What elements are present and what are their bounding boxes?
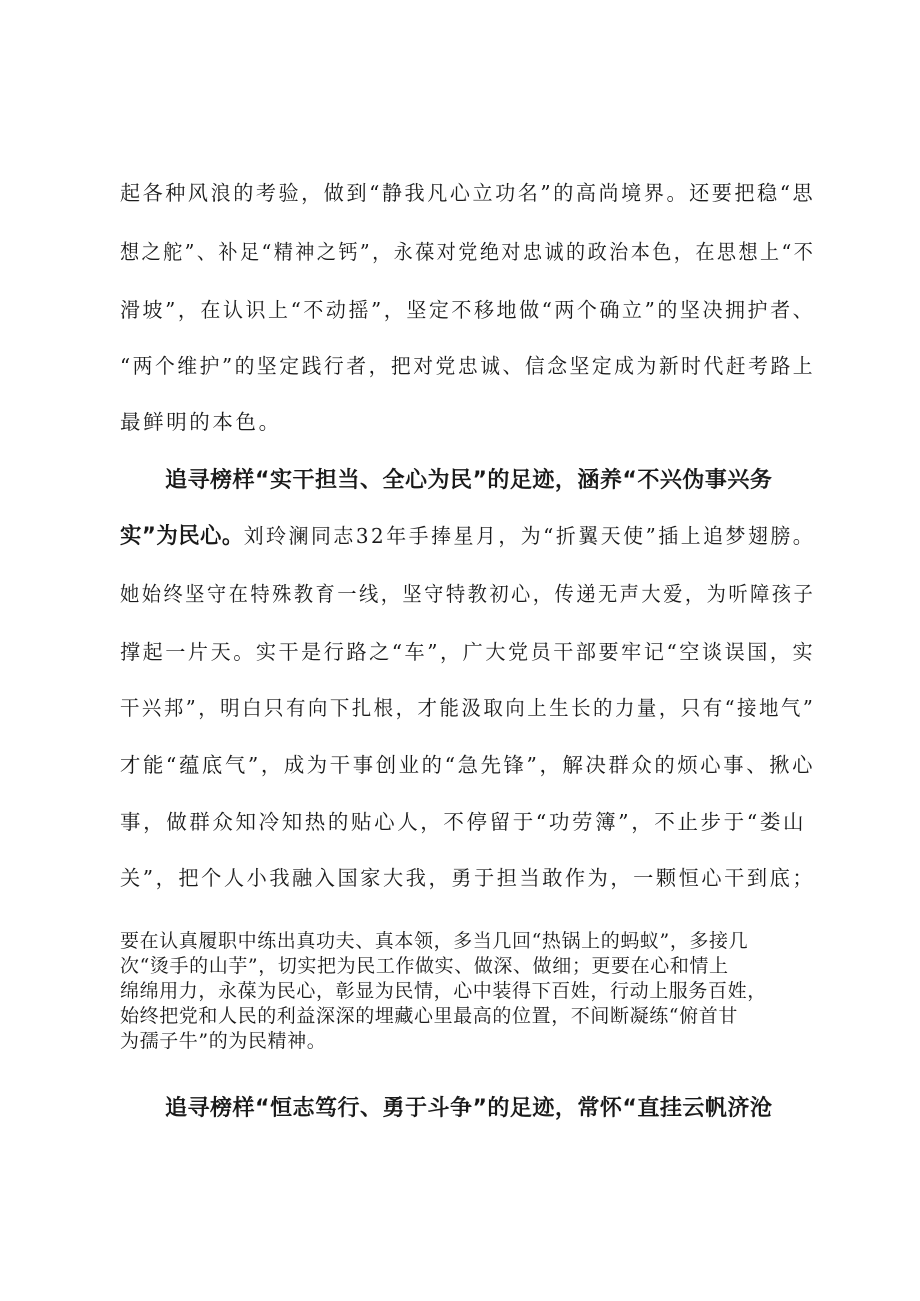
para2-heading-line-2: 实”为民心。 xyxy=(120,524,244,549)
para1-line-3: 滑坡”，在认识上“不动摇”，坚定不移地做“两个确立”的坚决拥护者、 xyxy=(120,298,816,322)
para2-line-2-rest: 刘玲澜同志32年手捧星月，为“折翼天使”插上追梦翅膀。 xyxy=(243,524,816,548)
para2-tight-line-4: 始终把党和人民的利益深深的埋藏心里最高的位置，不间断凝练“俯首甘 xyxy=(120,1005,738,1027)
para1-line-1: 起各种风浪的考验，做到“静我凡心立功名”的高尚境界。还要把稳“思 xyxy=(120,181,816,205)
para2-tight-line-3: 绵绵用力，永葆为民心，彰显为民情，心中装得下百姓，行动上服务百姓， xyxy=(120,980,767,1002)
para2-heading-line-1: 追寻榜样“实干担当、全心为民”的足迹，涵养“不兴伪事兴务 xyxy=(165,468,773,493)
para2-tight-line-1: 要在认真履职中练出真功夫、真本领，多当几回“热锅上的蚂蚁”，多接几 xyxy=(120,930,749,952)
para2-line-4: 撑起一片天。实干是行路之“车”，广大党员干部要牢记“空谈误国，实 xyxy=(120,640,816,664)
para2-tight-line-2: 次“烫手的山芋”，切实把为民工作做实、做深、做细；更要在心和情上 xyxy=(120,955,729,977)
para1-line-5: 最鲜明的本色。 xyxy=(120,410,282,434)
para1-line-4: “两个维护”的坚定践行者，把对党忠诚、信念坚定成为新时代赶考路上 xyxy=(120,354,816,378)
para2-line-5: 干兴邦”，明白只有向下扎根，才能汲取向上生长的力量，只有“接地气” xyxy=(120,696,816,720)
para2-tight-line-5: 为孺子牛”的为民精神。 xyxy=(120,1030,327,1052)
para2-line-6: 才能“蕴底气”，成为干事创业的“急先锋”，解决群众的烦心事、揪心 xyxy=(120,753,816,777)
para2-line-8: 关”，把个人小我融入国家大我，勇于担当敢作为，一颗恒心干到底； xyxy=(120,866,816,890)
para2-line-7: 事，做群众知冷知热的贴心人，不停留于“功劳簿”，不止步于“娄山 xyxy=(120,810,807,834)
para2-line-3: 她始终坚守在特殊教育一线，坚守特教初心，传递无声大爱，为听障孩子 xyxy=(120,582,816,606)
para2-line-2 xyxy=(120,526,815,548)
para1-line-2: 想之舵”、补足“精神之钙”，永葆对党绝对忠诚的政治本色，在思想上“不 xyxy=(120,240,816,264)
para3-heading-line-1: 追寻榜样“恒志笃行、勇于斗争”的足迹，常怀“直挂云帆济沧 xyxy=(165,1096,773,1121)
